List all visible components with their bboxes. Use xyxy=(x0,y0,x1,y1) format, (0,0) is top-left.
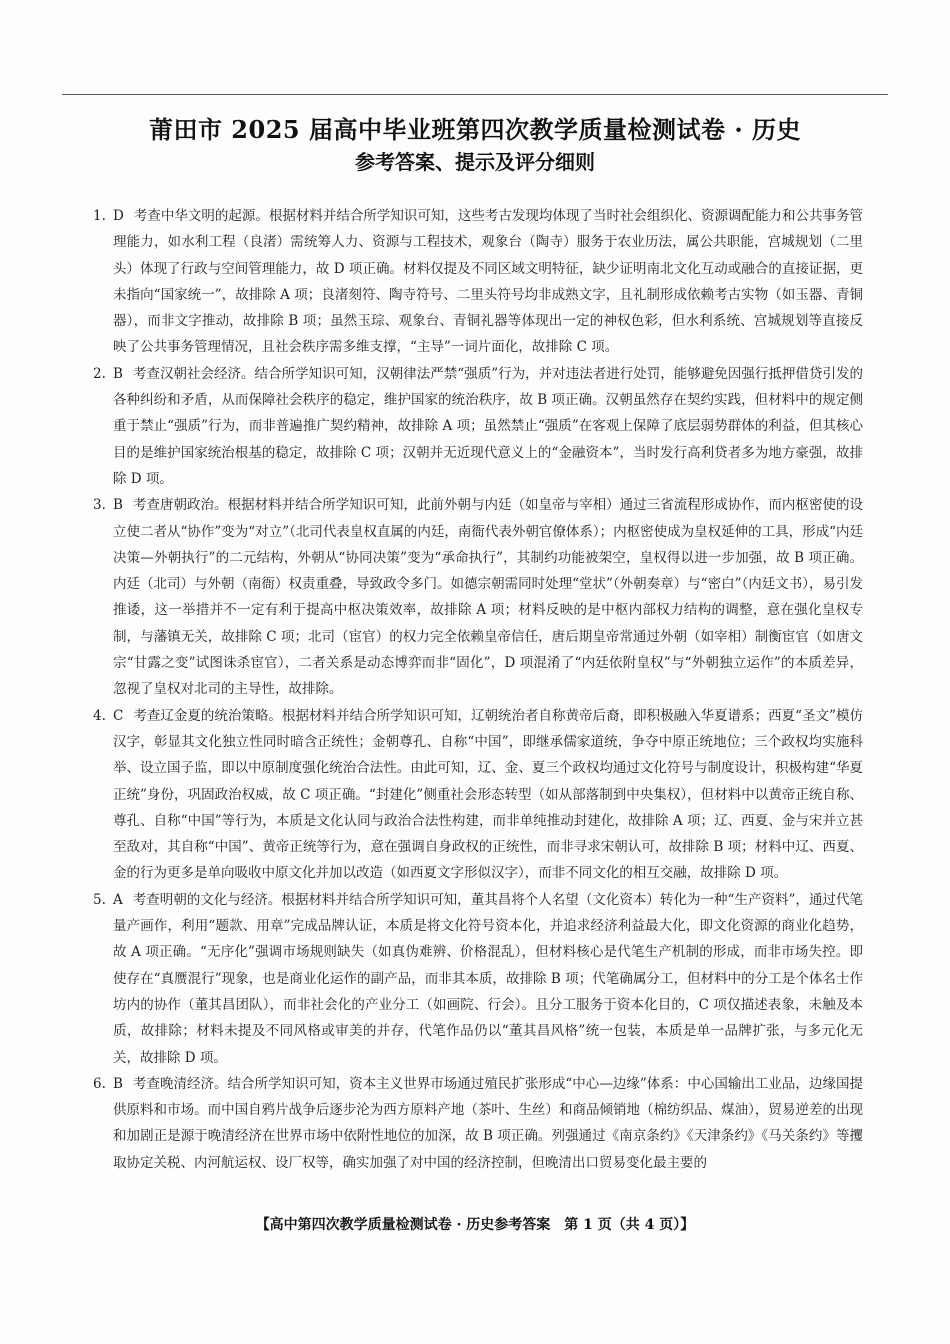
page-subtitle: 参考答案、提示及评分细则 xyxy=(355,150,595,174)
question-answer: B xyxy=(113,497,123,514)
question-answer: B xyxy=(113,1075,123,1092)
question-number: 4. xyxy=(93,707,106,724)
question-item-6 xyxy=(93,1071,863,1176)
question-number: 1. xyxy=(93,208,106,224)
question-number: 6. xyxy=(93,1075,106,1092)
question-answer: A xyxy=(113,891,123,908)
question-answer: B xyxy=(113,365,123,382)
question-number: 2. xyxy=(93,365,106,382)
question-number: 5. xyxy=(93,891,106,908)
page-footer: 【高中第四次教学质量检测试卷 · 历史参考答案 第 1 页（共 4 页）】 xyxy=(255,1217,695,1233)
question-explanation: 考查汉朝社会经济。结合所学知识可知，汉朝律法严禁“强质”行为，并对违法者进行处罚，能够避免因强行抵押借贷引发的各种纠纷和矛盾，从而保障社会秩序的稳定，维护国家的统治秩序，故 B 项正确。汉朝虽然存在契约实践，但材料中的规定侧重于禁止“强质”行为，而非普遍推广契约精神，故排除 A 项；虽然禁止“强质”在客观上保障了底层弱势群体的利益，但其核心目的是维护国家统治根基的稳定，故排除 C 项；汉朝并无近现代意义上的“金融资本”，当时发行高利贷者多为地方豪强，故排除 D 项。 xyxy=(113,365,863,487)
question-answer: C xyxy=(113,707,124,724)
question-explanation: 考查明朝的文化与经济。根据材料并结合所学知识可知，董其昌将个人名望（文化资本）转化为一种“生产资料”，通过代笔量产画作，利用“题款、用章”完成品牌认证，本质是将文化符号资本化，并追求经济利益最大化，即文化资源的商业化趋势，故 A 项正确。“无序化”强调市场规则缺失（如真伪难辨、价格混乱），但材料核心是代笔生产机制的形成，而非市场失控。即使存在“真赝混行”现象，也是商业化运作的副产品，而非其本质，故排除 B 项；代笔确属分工，但材料中的分工是个体名士作坊内的协作（董其昌团队），而非社会化的产业分工（如画院、行会）。且分工服务于资本化目的，C 项仅描述表象，未触及本质，故排除；材料未提及不同风格或审美的并存，代笔作品仍以“董其昌风格”统一包装，本质是单一品牌扩张，与多元化无关，故排除 D 项。 xyxy=(113,891,863,1066)
answer-list xyxy=(93,203,863,1176)
question-explanation: 考查晚清经济。结合所学知识可知，资本主义世界市场通过殖民扩张形成“中心—边缘”体系：中心国输出工业品，边缘国提供原料和市场。而中国自鸦片战争后逐步沦为西方原料产地（茶叶、生丝）和商品倾销地（棉纺织品、煤油），贸易逆差的出现和加剧正是源于晚清经济在世界市场中依附性地位的加深，故 B 项正确。列强通过《南京条约》《天津条约》《马关条约》等攫取协定关税、内河航运权、设厂权等，确实加强了对中国的经济控制，但晚清出口贸易变化最主要的 xyxy=(113,1075,863,1171)
question-number: 3. xyxy=(93,497,106,514)
question-explanation: 考查唐朝政治。根据材料并结合所学知识可知，此前外朝与内廷（如皇帝与宰相）通过三省流程形成协作，而内枢密使的设立使二者从“协作”变为“对立”（北司代表皇权直属的内廷，南衙代表外朝官僚体系）；内枢密使成为皇权延伸的工具，形成“内廷决策—外朝执行”的二元结构，外朝从“协同决策”变为“承命执行”，其制约功能被架空，皇权得以进一步加强，故 B 项正确。内廷（北司）与外朝（南衙）权责重叠，导致政令多门。如德宗朝需同时处理“堂状”（外朝奏章）与“密白”（内廷文书），易引发推诿，这一举措并不一定有利于提高中枢决策效率，故排除 A 项；材料反映的是中枢内部权力结构的调整，意在强化皇权专制，与藩镇无关，故排除 C 项；北司（宦官）的权力完全依赖皇帝信任，唐后期皇帝常通过外朝（如宰相）制衡宦官（如唐文宗“甘露之变”试图诛杀宦官），二者关系是动态博弈而非“固化”，D 项混淆了“内廷依附皇权”与“外朝独立运作”的本质差异，忽视了皇权对北司的主导性，故排除。 xyxy=(113,497,864,698)
question-item-4 xyxy=(93,703,863,887)
question-item-1 xyxy=(93,203,863,361)
page-title: 莆田市 2025 届高中毕业班第四次教学质量检测试卷 · 历史 xyxy=(148,115,802,144)
question-item-5 xyxy=(93,887,863,1071)
question-item-3 xyxy=(93,492,863,702)
question-explanation: 考查中华文明的起源。根据材料并结合所学知识可知，这些考古发现均体现了当时社会组织化、资源调配能力和公共事务管理能力，如水利工程（良渚）需统筹人力、资源与工程技术，观象台（陶寺）服务于农业历法，属公共职能，宫城规划（二里头）体现了行政与空间管理能力，故 D 项正确。材料仅提及不同区域文明特征，缺少证明南北文化互动或融合的直接证据，更未指向“国家统一”，故排除 A 项；良渚刻符、陶寺符号、二里头符号均非成熟文字，且礼制形成依赖考古实物（如玉器、青铜器），而非文字推动，故排除 B 项；虽然玉琮、观象台、青铜礼器等体现出一定的神权色彩，但水利系统、宫城规划等直接反映了公共事务管理情况，且社会秩序需多维支撑，“主导”一词片面化，故排除 C 项。 xyxy=(113,208,863,356)
header-rule xyxy=(62,94,888,95)
question-item-2 xyxy=(93,361,863,492)
question-answer: D xyxy=(113,208,124,224)
question-explanation: 考查辽金夏的统治策略。根据材料并结合所学知识可知，辽朝统治者自称黄帝后裔，即积极融入华夏谱系；西夏“圣文”模仿汉字，彰显其文化独立性同时暗含正统性；金朝尊孔、自称“中国”，即继承儒家道统，争夺中原正统地位；三个政权均实施科举、设立国子监，即以中原制度强化统治合法性。由此可知，辽、金、夏三个政权均通过文化符号与制度设计，积极构建“华夏正统”身份，巩固政治权威，故 C 项正确。“封建化”侧重社会形态转型（如从部落制到中央集权），但材料中以黄帝正统自称、尊孔、自称“中国”等行为，本质是文化认同与政治合法性构建，而非单纯推动封建化，故排除 A 项；辽、西夏、金与宋并立甚至敌对，其自称“中国”、黄帝正统等行为，意在强调自身政权的正统性，而非寻求宋朝认可，故排除 B 项；材料中辽、西夏、金的行为更多是单向吸收中原文化并加以改造（如西夏文字形似汉字），而非不同文化的相互交融，故排除 D 项。 xyxy=(113,707,863,882)
